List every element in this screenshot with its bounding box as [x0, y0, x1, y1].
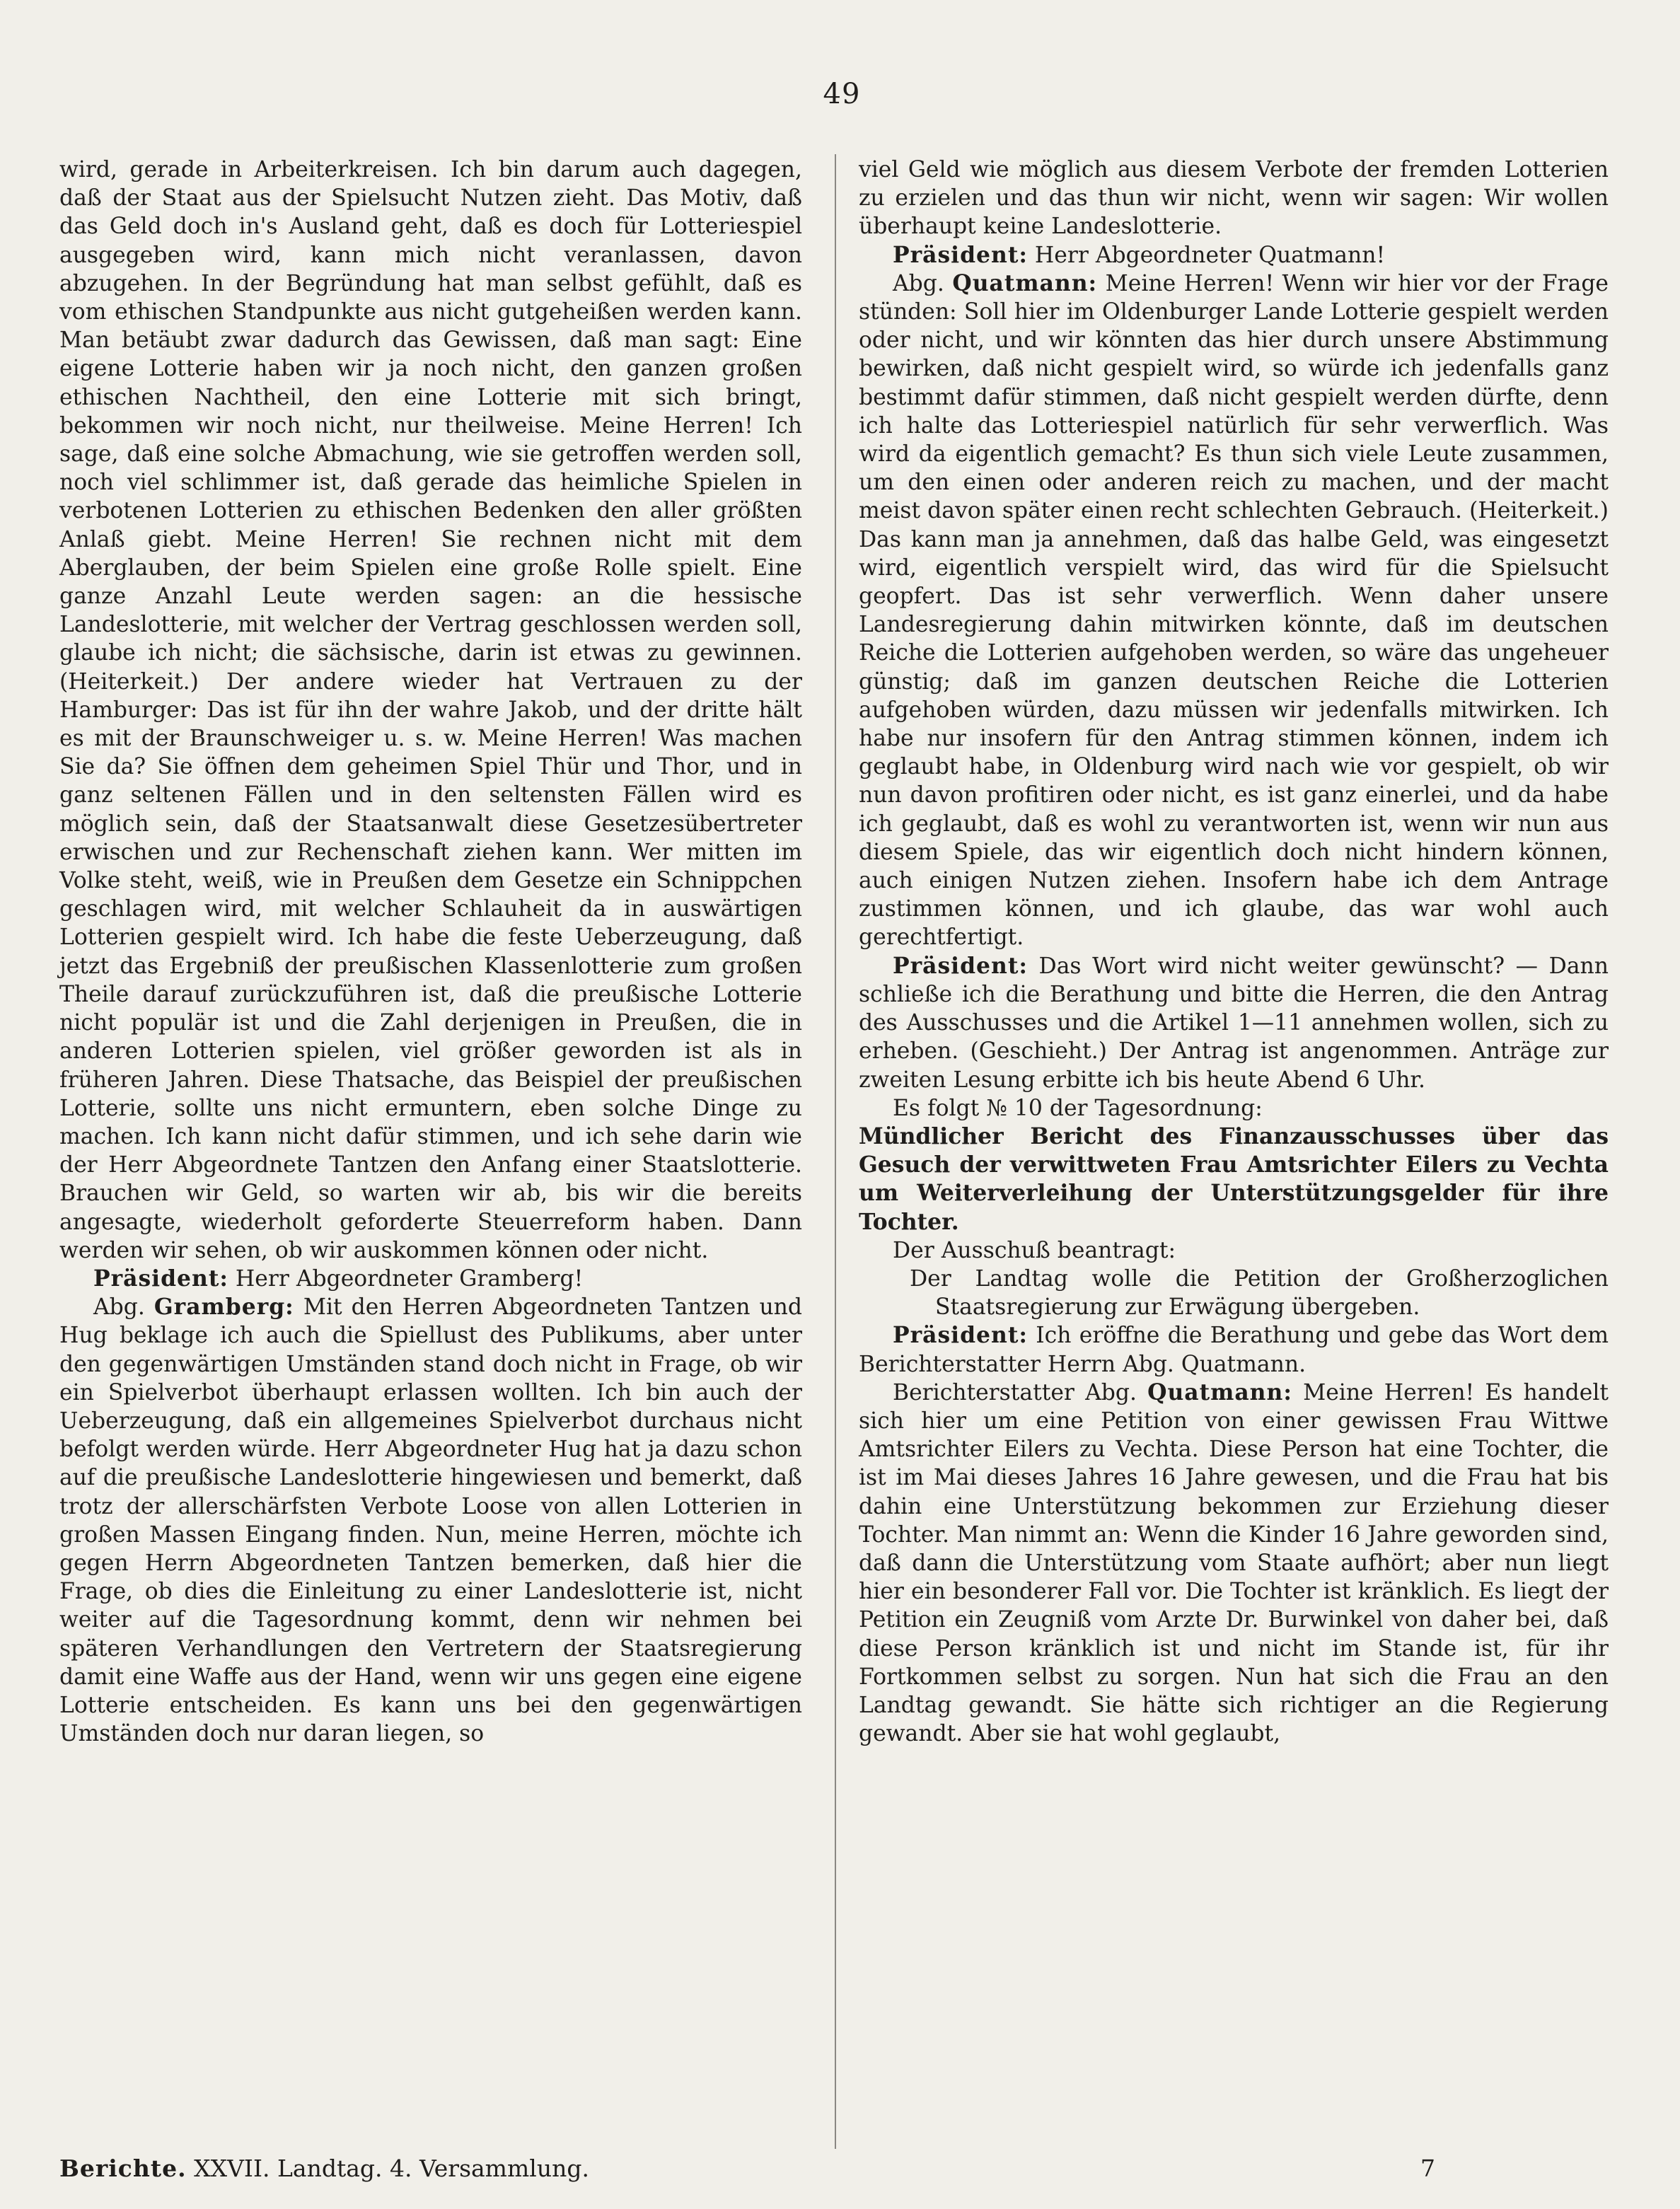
speaker-name: Gramberg:: [153, 1294, 294, 1321]
speech-text: Meine Herren! Es handelt sich hier um eine Petition von einer gewissen Frau Wittwe Amtsrichter Eilers zu Vechta. Diese Person hat eine Tochter, die ist im Mai dieses Jahres 16 Jahre gewesen, und die Frau hat bis dahin eine Unterstützung bekommen zur Erziehung dieser Tochter. Man nimmt an: Wenn die Kinder 16 Jahre geworden sind, daß dann die Unterstützung vom Staate aufhört; aber nun liegt hier ein besonderer Fall vor. Die Tochter ist kränklich. Es liegt der Petition ein Zeugniß vom Arzte Dr. Burwinkel von daher bei, daß diese Person kränklich ist und nicht im Stande ist, für ihr Fortkommen selbst zu sorgen. Nun hat sich die Frau an den Landtag gewandt. Sie hätte sich richtiger an die Regierung gewandt. Aber sie hat wohl geglaubt,: [859, 1379, 1609, 1747]
speech-paragraph: [859, 952, 1609, 1094]
speech-text: Herr Abgeordneter Quatmann!: [1027, 242, 1386, 268]
speech-paragraph: [859, 241, 1609, 269]
speech-text: Meine Herren! Wenn wir hier vor der Frage stünden: Soll hier im Oldenburger Lande Lotterie gespielt werden oder nicht, und wir könnten das hier durch unsere Abstimmung bewirken, daß nicht gespielt wird, so würde ich jedenfalls ganz bestimmt dafür stimmen, daß nicht gespielt werden dürfte, denn ich halte das Lotteriespiel natürlich für sehr verwerflich. Was wird da eigentlich gemacht? Es thun sich viele Leute zusammen, um den einen oder anderen reich zu machen, und der macht meist davon später einen recht schlechten Gebrauch. (Heiterkeit.) Das kann man ja annehmen, daß das halbe Geld, was eingesetzt wird, eigentlich verspielt wird, das wird für die Spielsucht geopfert. Das ist sehr verwerflich. Wenn daher unsere Landesregierung dahin mitwirken könnte, daß im deutschen Reiche die Lotterien aufgehoben werden, so wäre das ungeheuer günstig; daß im ganzen deutschen Reiche die Lotterien aufgehoben würden, dazu müssen wir jedenfalls mitwirken. Ich habe nur insofern für den Antrag stimmen können, indem ich geglaubt habe, in Oldenburg wird nach wie vor gespielt, ob wir nun davon profitiren oder nicht, es ist ganz einerlei, und da habe ich geglaubt, daß es wohl zu verantworten ist, wenn wir nun aus diesem Spiele, das wir eigentlich doch nicht hindern können, auch einigen Nutzen ziehen. Insofern habe ich dem Antrage zustimmen können, und ich glaube, das war wohl auch gerechtfertigt.: [859, 270, 1609, 951]
speech-text: Herr Abgeordneter Gramberg!: [228, 1265, 584, 1292]
body-paragraph: wird, gerade in Arbeiterkreisen. Ich bin darum auch dagegen, daß der Staat aus der Spielsucht Nutzen zieht. Das Motiv, daß das Geld doch in's Ausland geht, daß es doch für Lotteriespiel ausgegeben wird, kann mich nicht veranlassen, davon abzugehen. In der Begründung hat man selbst gefühlt, daß es vom ethischen Standpunkte aus nicht gutgeheißen werden kann. Man betäubt zwar dadurch das Gewissen, daß man sagt: Eine eigene Lotterie haben wir ja noch nicht, den ganzen großen ethischen Nachtheil, den eine Lotterie mit sich bringt, bekommen wir noch nicht, nur theilweise. Meine Herren! Ich sage, daß eine solche Abmachung, wie sie getroffen werden soll, noch viel schlimmer ist, daß gerade das heimliche Spielen in verbotenen Lotterien zu ethischen Bedenken den aller größten Anlaß giebt. Meine Herren! Sie rechnen nicht mit dem Aberglauben, der beim Spielen eine große Rolle spielt. Eine ganze Anzahl Leute werden sagen: an die hessische Landeslotterie, mit welcher der Vertrag geschlossen werden soll, glaube ich nicht; die sächsische, darin ist etwas zu gewinnen. (Heiterkeit.) Der andere wieder hat Vertrauen zu der Hamburger: Das ist für ihn der wahre Jakob, und der dritte hält es mit der Braunschweiger u. s. w. Meine Herren! Was machen Sie da? Sie öffnen dem geheimen Spiel Thür und Thor, und in ganz seltenen Fällen und in den seltensten Fällen wird es möglich sein, daß der Staatsanwalt diese Gesetzesübertreter erwischen und zur Rechenschaft ziehen kann. Wer mitten im Volke steht, weiß, wie in Preußen dem Gesetze ein Schnippchen geschlagen wird, mit welcher Schlauheit da in auswärtigen Lotterien gespielt wird. Ich habe die feste Ueberzeugung, daß jetzt das Ergebniß der preußischen Klassenlotterie zum großen Theile darauf zurückzuführen ist, daß die preußische Lotterie nicht populär ist und die Zahl derjenigen in Preußen, die in anderen Lotterien spielen, viel größer geworden ist als in früheren Jahren. Diese Thatsache, das Beispiel der preußischen Lotterie, sollte uns nicht ermuntern, eben solche Dinge zu machen. Ich kann nicht dafür stimmen, und ich sehe darin wie der Herr Abgeordnete Tantzen den Anfang einer Staatslotterie. Brauchen wir Geld, so warten wir ab, bis wir die bereits angesagte, wiederholt geforderte Steuerreform haben. Dann werden wir sehen, ob wir auskommen können oder nicht.: [59, 157, 802, 1263]
speaker-name: Präsident:: [893, 953, 1028, 979]
speaker-name: Quatmann:: [1147, 1379, 1292, 1405]
speech-paragraph: [59, 1293, 802, 1748]
speech-paragraph: [59, 1265, 802, 1293]
speech-text: Mit den Herren Abgeordneten Tantzen und Hug beklage ich auch die Spiellust des Publikums, aber unter den gegenwärtigen Umständen stand doch nicht in Frage, ob wir ein Spielverbot überhaupt erlassen wollten. Ich bin auch der Ueberzeugung, daß ein allgemeines Spielverbot durchaus nicht befolgt werden würde. Herr Abgeordneter Hug hat ja dazu schon auf die preußische Landeslotterie hingewiesen und bemerkt, daß trotz der allerschärfsten Verbote Loose von allen Lotterien in großen Massen Eingang finden. Nun, meine Herren, möchte ich gegen Herrn Abgeordneten Tantzen bemerken, daß hier die Frage, ob dies die Einleitung zu einer Landeslotterie ist, nicht weiter auf die Tagesordnung kommt, denn wir nehmen bei späteren Verhandlungen den Vertretern der Staatsregierung damit eine Waffe aus der Hand, wenn wir uns gegen eine eigene Lotterie entscheiden. Es kann uns bei den gegenwärtigen Umständen doch nur daran liegen, so: [59, 1294, 802, 1747]
speech-paragraph: [859, 1379, 1609, 1749]
speaker-prefix: Abg.: [93, 1294, 154, 1321]
speech-paragraph: [859, 1321, 1609, 1378]
body-paragraph: Der Ausschuß beantragt:: [893, 1237, 1176, 1263]
agenda-item-title: Mündlicher Bericht des Finanzausschusses über das Gesuch der verwittweten Frau Amtsrichter Eilers zu Vechta um Weiterverleihung der Unterstützungsgelder für ihre Tochter.: [859, 1123, 1609, 1235]
speaker-name: Quatmann:: [952, 270, 1098, 296]
footer-series-label: Berichte.: [59, 2155, 187, 2182]
speech-text: Das Wort wird nicht weiter gewünscht? — Dann schließe ich die Berathung und bitte die Herren, die den Antrag des Ausschusses und die Artikel 1—11 annehmen wollen, sich zu erheben. (Geschieht.) Der Antrag ist angenommen. Anträge zur zweiten Lesung erbitte ich bis heute Abend 6 Uhr.: [859, 953, 1609, 1093]
speaker-name: Präsident:: [893, 242, 1028, 268]
speaker-name: Präsident:: [93, 1265, 228, 1292]
motion-paragraph: Der Landtag wolle die Petition der Großherzoglichen Staatsregierung zur Erwägung übergeben.: [910, 1265, 1609, 1321]
column-divider: [835, 154, 836, 2149]
speech-text: Ich eröffne die Berathung und gebe das Wort dem Berichterstatter Herrn Abg. Quatmann.: [859, 1323, 1609, 1377]
speaker-prefix: Berichterstatter Abg.: [893, 1379, 1148, 1405]
speaker-name: Präsident:: [893, 1323, 1028, 1349]
page-number: 49: [823, 78, 861, 110]
footer-session: XXVII. Landtag. 4. Versammlung.: [186, 2155, 589, 2182]
body-paragraph: viel Geld wie möglich aus diesem Verbote der fremden Lotterien zu erzielen und das thun wir nicht, wenn wir sagen: Wir wollen überhaupt keine Landeslotterie.: [859, 157, 1609, 240]
body-paragraph: Es folgt № 10 der Tagesordnung:: [893, 1095, 1263, 1121]
sheet-signature: 7: [1420, 2155, 1435, 2182]
footer-citation: [59, 2155, 589, 2182]
speech-paragraph: [859, 269, 1609, 952]
speaker-prefix: Abg.: [893, 270, 953, 296]
motion-text: [859, 1265, 1609, 1321]
right-column: [859, 156, 1609, 1748]
left-column: [59, 156, 802, 1748]
